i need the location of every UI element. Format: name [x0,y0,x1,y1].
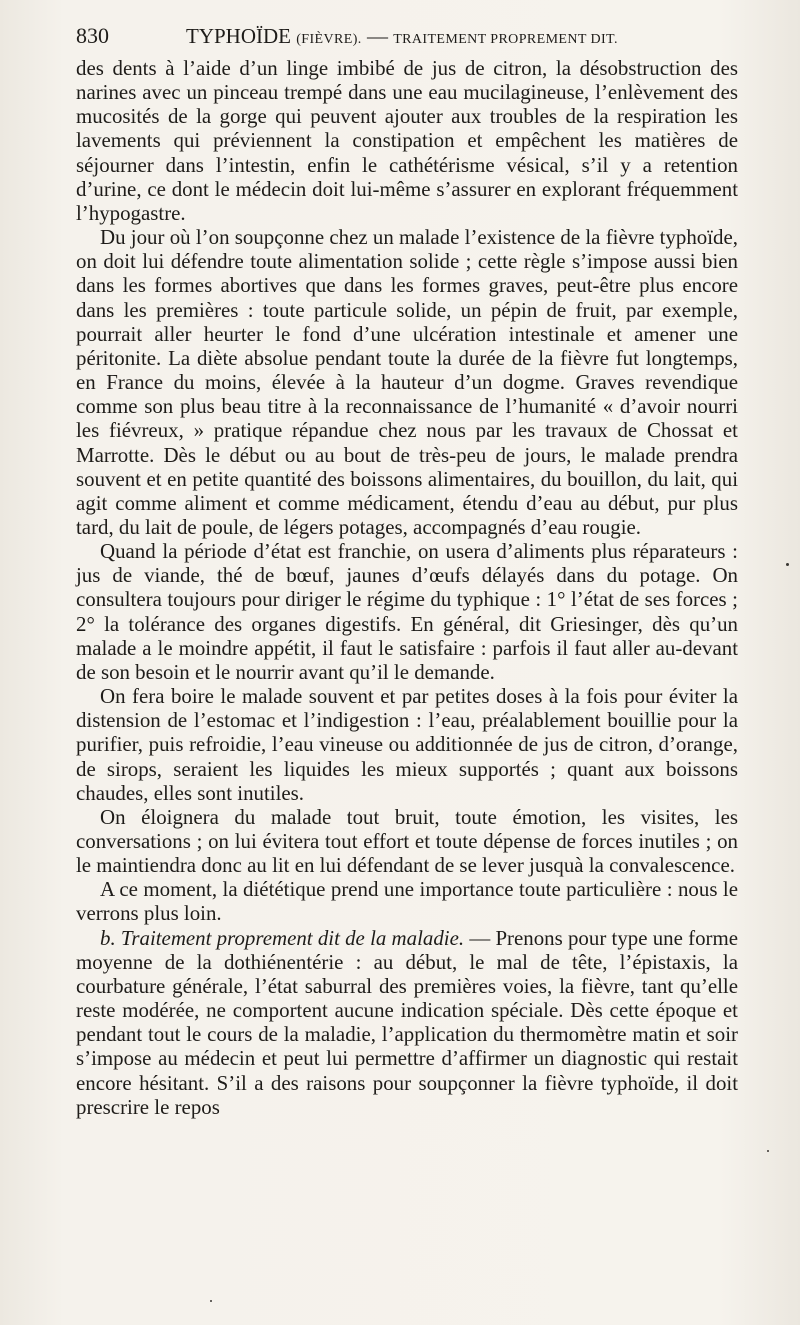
running-title [186,22,618,54]
section-b-heading: b. Traitement proprement dit de la maladie. [100,925,465,950]
title-main: TYPHOÏDE [186,24,291,48]
running-header [76,22,738,50]
paragraph-convalescence: A ce moment, la diététique prend une importance toute particulière : nous le verrons plus loin. [76,877,738,926]
title-section: TRAITEMENT PROPREMENT DIT. [393,32,618,47]
paragraph-section-b [76,926,738,1119]
section-b-body: — Prenons pour type une forme moyenne de la dothiénentérie : au début, le mal de tête, l’épistaxis, la courbature générale, l’état saburral des premières voies, la fièvre, tant qu’elle reste modérée, ne comportent aucune indication spéciale. Dès cette époque et pendant tout le cours de la maladie, l’application du thermomètre matin et soir s’impose au médecin et peut lui permettre d’affirmer un diagnostic qui restait encore hésitant. S’il a des raisons pour soupçonner la fièvre typhoïde, il doit prescrire le repos [76,925,738,1119]
print-speck [210,1300,212,1302]
paragraph-drinks: On fera boire le malade souvent et par petites doses à la fois pour éviter la distension de l’estomac et l’indigestion : l’eau, préalablement bouillie pour la purifier, puis refroidie, l’eau vineuse ou additionnée de jus de citron, d’orange, de sirops, seraient les liquides les mieux supportés ; quant aux boissons chaudes, elles sont inutiles. [76,684,738,805]
print-speck [786,563,789,566]
paragraph-rest: On éloignera du malade tout bruit, toute émotion, les visites, les conversations ; on lui évitera tout effort et toute dépense de forces inutiles ; on le maintiendra donc au lit en lui défendant de se lever jusquà la convalescence. [76,804,738,878]
body-text [76,56,738,1119]
paragraph-regimen: Quand la période d’état est franchie, on usera d’aliments plus réparateurs : jus de viande, thé de bœuf, jaunes d’œufs délayés dans du potage. On consultera toujours pour diriger le régime du typhique : 1° l’état de ses forces ; 2° la tolérance des organes digestifs. En général, dit Griesinger, dès qu’un malade a le moindre appétit, il faut le satisfaire : parfois il faut aller au-devant de son besoin et le nourrir avant qu’il le demande. [76,539,738,684]
paragraph-diet: Du jour où l’on soupçonne chez un malade l’existence de la fièvre typhoïde, on doit lui défendre toute alimentation solide ; cette règle s’impose aussi bien dans les formes abortives que dans les formes graves, peut-être plus encore dans les premières : toute particule solide, un pépin de fruit, par exemple, pourrait aller heurter le fond d’une ulcération intestinale et amener une péritonite. La diète absolue pendant toute la durée de la fièvre fut longtemps, en France du moins, élevée à la hauteur d’un dogme. Graves revendique comme son plus beau titre à la reconnaissance de l’humanité « d’avoir nourri les fiévreux, » pratique répandue chez nous par les travaux de Chossat et Marrotte. Dès le début ou au bout de très-peu de jours, le malade prendra souvent et en petite quantité des boissons alimentaires, du bouillon, du lait, qui agit comme aliment et comme médicament, étendu d’eau au début, pur plus tard, du lait de poule, de légers potages, accompagnés d’eau rougie. [76,225,738,539]
paragraph-continuation: des dents à l’aide d’un linge imbibé de jus de citron, la désobstruction des narines avec un pinceau trempé dans une eau mucilagineuse, l’enlèvement des mucosités de la gorge qui peuvent ajouter aux troubles de la respiration les lavements qui préviennent la constipation et empêchent les matières de séjourner dans l’intestin, enfin le cathétérisme vésical, s’il y a retention d’urine, ce dont le médecin doit lui-même s’assurer en explorant fréquemment l’hypogastre. [76,56,738,225]
title-dash: — [366,24,388,48]
print-speck [767,1150,769,1152]
title-paren: (FIÈVRE). [296,32,362,47]
page-number: 830 [76,23,109,48]
